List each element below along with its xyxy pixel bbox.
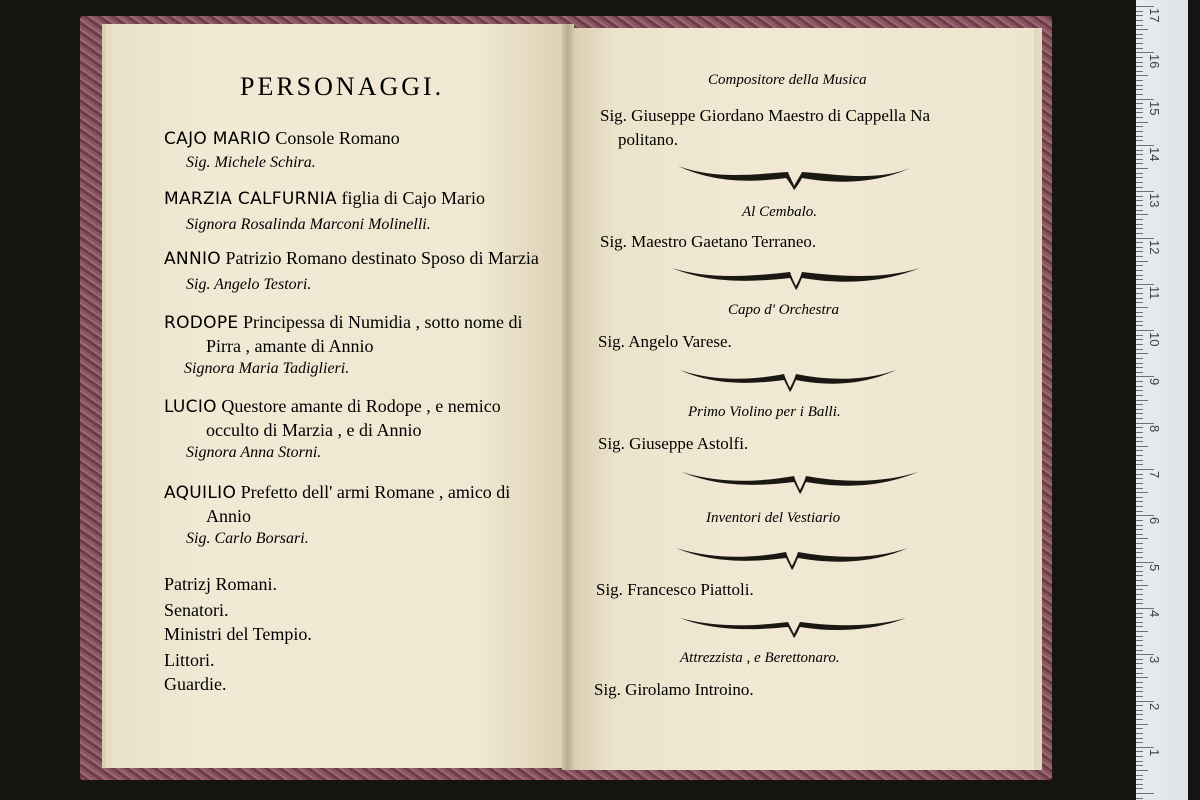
ruler-tick — [1136, 136, 1143, 137]
actor-name: Sig. Angelo Testori. — [186, 276, 312, 293]
page-heading: PERSONAGGI. — [240, 72, 445, 101]
ruler-tick — [1136, 701, 1154, 702]
character-description-cont: Annio — [206, 506, 251, 526]
ruler-label: 10 — [1147, 332, 1162, 347]
actor-name: Signora Maria Tadiglieri. — [184, 360, 350, 377]
ruler-tick — [1136, 636, 1143, 637]
ruler-label: 3 — [1147, 656, 1162, 664]
ruler-tick — [1136, 626, 1143, 627]
ruler-tick — [1136, 367, 1143, 368]
ruler-tick — [1136, 784, 1143, 785]
ruler-tick — [1136, 140, 1143, 141]
ruler-tick — [1136, 38, 1143, 39]
ruler-tick — [1136, 696, 1143, 697]
section-line: politano. — [618, 130, 678, 149]
ruler-tick — [1136, 75, 1148, 76]
ruler-tick — [1136, 631, 1148, 632]
ruler-tick — [1136, 15, 1143, 16]
ruler-label: 15 — [1147, 100, 1162, 116]
ruler-tick — [1136, 423, 1154, 424]
swash-divider-ornament — [680, 466, 920, 494]
ruler-tick — [1136, 557, 1143, 558]
ruler-tick — [1136, 247, 1143, 248]
ruler-tick — [1136, 150, 1143, 151]
ruler-tick — [1136, 20, 1143, 21]
ruler-tick — [1136, 196, 1143, 197]
ruler-tick — [1136, 691, 1143, 692]
character-description: Prefetto dell' armi Romane , amico di — [240, 482, 511, 502]
ruler-tick — [1136, 488, 1143, 489]
section-line: Sig. Giuseppe Giordano Maestro di Cappella Na — [600, 106, 931, 125]
ruler-tick — [1136, 585, 1148, 586]
ruler-tick — [1136, 400, 1148, 401]
ruler-tick — [1136, 450, 1143, 451]
section-line: Sig. Angelo Varese. — [598, 332, 732, 351]
ruler-tick — [1136, 650, 1143, 651]
ruler-tick — [1136, 501, 1143, 502]
section-title: Capo d' Orchestra — [728, 302, 839, 318]
extras-item: Senatori. — [164, 600, 229, 620]
ruler-tick — [1136, 34, 1143, 35]
ruler-tick — [1136, 562, 1154, 563]
ruler-label: 7 — [1147, 471, 1162, 479]
ruler-tick — [1136, 302, 1143, 303]
ruler-tick — [1136, 372, 1143, 373]
ruler-label: 11 — [1147, 285, 1162, 300]
book-gutter — [562, 24, 574, 770]
ruler-tick — [1136, 122, 1148, 123]
ruler-tick — [1136, 446, 1148, 447]
ruler-tick — [1136, 71, 1143, 72]
ruler-tick — [1136, 43, 1143, 44]
ruler-tick — [1136, 279, 1143, 280]
ruler-label: 13 — [1147, 193, 1162, 208]
ruler-tick — [1136, 441, 1143, 442]
character-name: ANNIO — [164, 249, 221, 269]
ruler-tick — [1136, 242, 1143, 243]
ruler-tick — [1136, 659, 1143, 660]
section-title: Attrezzista , e Berettonaro. — [680, 650, 840, 666]
ruler-tick — [1136, 761, 1143, 762]
ruler-tick — [1136, 751, 1143, 752]
ruler-tick — [1136, 640, 1143, 641]
ruler-tick — [1136, 404, 1143, 405]
ruler-tick — [1136, 57, 1143, 58]
ruler-tick — [1136, 62, 1143, 63]
ruler-tick — [1136, 177, 1143, 178]
ruler-tick — [1136, 395, 1143, 396]
ruler-tick — [1136, 798, 1143, 799]
ruler-label: 8 — [1147, 424, 1162, 432]
ruler-tick — [1136, 48, 1143, 49]
character-description: Questore amante di Rodope , e nemico — [221, 396, 501, 416]
ruler-tick — [1136, 210, 1143, 211]
ruler-tick — [1136, 228, 1143, 229]
ruler-tick — [1136, 788, 1143, 789]
ruler-tick — [1136, 173, 1143, 174]
ruler-tick — [1136, 11, 1143, 12]
ruler-tick — [1136, 724, 1148, 725]
ruler-tick — [1136, 363, 1143, 364]
ruler-tick — [1136, 552, 1143, 553]
extras-item: Guardie. — [164, 674, 227, 694]
measurement-ruler — [1136, 0, 1188, 800]
ruler-tick — [1136, 571, 1143, 572]
ruler-tick — [1136, 673, 1143, 674]
ruler-tick — [1136, 200, 1143, 201]
swash-divider-ornament — [674, 542, 910, 570]
ruler-tick — [1136, 251, 1143, 252]
ruler-tick — [1136, 284, 1154, 285]
ruler-tick — [1136, 94, 1143, 95]
ruler-tick — [1136, 112, 1143, 113]
extras-item: Patrizj Romani. — [164, 574, 277, 594]
ruler-tick — [1136, 205, 1143, 206]
ruler-tick — [1136, 293, 1143, 294]
ruler-tick — [1136, 163, 1143, 164]
ruler-tick — [1136, 330, 1154, 331]
ruler-tick — [1136, 103, 1143, 104]
ruler-tick — [1136, 506, 1143, 507]
ruler-tick — [1136, 256, 1143, 257]
character-description: Patrizio Romano destinato Sposo di Marzia — [225, 248, 539, 268]
ruler-tick — [1136, 775, 1143, 776]
ruler-tick — [1136, 238, 1154, 239]
character-name: AQUILIO — [164, 483, 237, 503]
ruler-label: 9 — [1147, 378, 1162, 386]
section-title: Inventori del Vestiario — [706, 510, 841, 526]
ruler-tick — [1136, 464, 1143, 465]
section-line: Sig. Giuseppe Astolfi. — [598, 434, 749, 453]
actor-name: Sig. Carlo Borsari. — [186, 530, 309, 547]
ruler-tick — [1136, 418, 1143, 419]
ruler-tick — [1136, 154, 1143, 155]
ruler-tick — [1136, 599, 1143, 600]
ruler-tick — [1136, 677, 1148, 678]
ruler-tick — [1136, 580, 1143, 581]
ruler-tick — [1136, 548, 1143, 549]
ruler-tick — [1136, 566, 1143, 567]
ruler-tick — [1136, 432, 1143, 433]
ruler-tick — [1136, 386, 1143, 387]
character-name: RODOPE — [164, 313, 239, 333]
ruler-tick — [1136, 534, 1143, 535]
ruler-tick — [1136, 25, 1143, 26]
extras-item: Littori. — [164, 650, 215, 670]
ruler-tick — [1136, 265, 1143, 266]
ruler-tick — [1136, 358, 1143, 359]
ruler-tick — [1136, 349, 1143, 350]
ruler-tick — [1136, 288, 1143, 289]
ruler-tick — [1136, 478, 1143, 479]
ruler-label: 17 — [1147, 8, 1162, 23]
ruler-tick — [1136, 511, 1143, 512]
ruler-tick — [1136, 529, 1143, 530]
ruler-tick — [1136, 645, 1143, 646]
ruler-tick — [1136, 131, 1143, 132]
ruler-tick — [1136, 613, 1143, 614]
ruler-tick — [1136, 214, 1148, 215]
ruler-tick — [1136, 29, 1148, 30]
ruler-tick — [1136, 335, 1143, 336]
ruler-tick — [1136, 233, 1143, 234]
ruler-tick — [1136, 427, 1143, 428]
ruler-tick — [1136, 779, 1143, 780]
ruler-tick — [1136, 275, 1143, 276]
ruler-tick — [1136, 492, 1148, 493]
ruler-tick — [1136, 219, 1143, 220]
ruler-tick — [1136, 770, 1148, 771]
ruler-tick — [1136, 603, 1143, 604]
section-line: Sig. Girolamo Introino. — [594, 680, 754, 699]
section-title: Compositore della Musica — [708, 72, 867, 88]
ruler-tick — [1136, 390, 1143, 391]
swash-divider-ornament — [678, 364, 898, 392]
ruler-tick — [1136, 413, 1143, 414]
section-line: Sig. Maestro Gaetano Terraneo. — [600, 232, 817, 251]
ruler-tick — [1136, 66, 1143, 67]
ruler-tick — [1136, 525, 1143, 526]
ruler-tick — [1136, 307, 1148, 308]
ruler-tick — [1136, 381, 1143, 382]
ruler-tick — [1136, 437, 1143, 438]
character-name: CAJO MARIO — [164, 129, 271, 149]
ruler-label: 5 — [1147, 563, 1162, 571]
ruler-tick — [1136, 455, 1143, 456]
actor-name: Sig. Michele Schira. — [186, 154, 316, 171]
ruler-tick — [1136, 617, 1143, 618]
ruler-tick — [1136, 108, 1143, 109]
ruler-tick — [1136, 182, 1143, 183]
character-description-cont: Pirra , amante di Annio — [206, 336, 374, 356]
ruler-tick — [1136, 520, 1143, 521]
ruler-tick — [1136, 474, 1143, 475]
ruler-label: 16 — [1147, 54, 1162, 69]
ruler-tick — [1136, 719, 1143, 720]
ruler-tick — [1136, 756, 1143, 757]
swash-divider-ornament — [670, 262, 922, 290]
ruler-tick — [1136, 538, 1148, 539]
ruler-tick — [1136, 187, 1143, 188]
ruler-tick — [1136, 409, 1143, 410]
ruler-tick — [1136, 344, 1143, 345]
ruler-tick — [1136, 6, 1154, 7]
ruler-tick — [1136, 594, 1143, 595]
character-description: figlia di Cajo Mario — [341, 188, 485, 208]
ruler-tick — [1136, 316, 1143, 317]
ruler-tick — [1136, 312, 1143, 313]
ruler-tick — [1136, 80, 1143, 81]
swash-divider-ornament — [676, 160, 912, 192]
ruler-tick — [1136, 85, 1143, 86]
ruler-tick — [1136, 339, 1143, 340]
ruler-tick — [1136, 543, 1143, 544]
ruler-tick — [1136, 460, 1143, 461]
ruler-tick — [1136, 793, 1154, 794]
ruler-tick — [1136, 145, 1154, 146]
ruler-tick — [1136, 747, 1154, 748]
ruler-tick — [1136, 89, 1143, 90]
ruler-label: 4 — [1147, 609, 1162, 618]
ruler-tick — [1136, 738, 1143, 739]
ruler-tick — [1136, 622, 1143, 623]
section-title: Al Cembalo. — [742, 204, 817, 220]
ruler-tick — [1136, 714, 1143, 715]
ruler-tick — [1136, 710, 1143, 711]
ruler-tick — [1136, 687, 1143, 688]
ruler-tick — [1136, 298, 1143, 299]
ruler-tick — [1136, 469, 1154, 470]
character-description-cont: occulto di Marzia , e di Annio — [206, 420, 422, 440]
ruler-tick — [1136, 728, 1143, 729]
ruler-tick — [1136, 270, 1143, 271]
ruler-tick — [1136, 99, 1154, 100]
extras-item: Ministri del Tempio. — [164, 624, 312, 644]
ruler-tick — [1136, 608, 1154, 609]
ruler-tick — [1136, 589, 1143, 590]
ruler-tick — [1136, 261, 1148, 262]
character-name: LUCIO — [164, 397, 217, 417]
ruler-tick — [1136, 668, 1143, 669]
ruler-tick — [1136, 765, 1143, 766]
ruler-tick — [1136, 705, 1143, 706]
ruler-tick — [1136, 483, 1143, 484]
actor-name: Signora Rosalinda Marconi Molinelli. — [186, 216, 431, 233]
character-name: MARZIA CALFURNIA — [164, 189, 337, 209]
ruler-tick — [1136, 575, 1143, 576]
section-line: Sig. Francesco Piattoli. — [596, 580, 754, 599]
ruler-tick — [1136, 663, 1143, 664]
ruler-tick — [1136, 168, 1148, 169]
ruler-label: 2 — [1147, 702, 1162, 710]
ruler-label: 14 — [1147, 146, 1162, 162]
ruler-tick — [1136, 325, 1143, 326]
ruler-tick — [1136, 682, 1143, 683]
ruler-tick — [1136, 321, 1143, 322]
section-title: Primo Violino per i Balli. — [688, 404, 841, 420]
ruler-tick — [1136, 733, 1143, 734]
character-description: Console Romano — [275, 128, 400, 148]
actor-name: Signora Anna Storni. — [186, 444, 322, 461]
ruler-label: 12 — [1147, 239, 1162, 254]
ruler-tick — [1136, 224, 1143, 225]
ruler-tick — [1136, 159, 1143, 160]
ruler-tick — [1136, 742, 1143, 743]
ruler-tick — [1136, 126, 1143, 127]
ruler-tick — [1136, 497, 1143, 498]
swash-divider-ornament — [678, 612, 908, 638]
ruler-label: 1 — [1147, 748, 1162, 757]
ruler-tick — [1136, 353, 1148, 354]
ruler-label: 6 — [1147, 517, 1162, 525]
character-description: Principessa di Numidia , sotto nome di — [242, 312, 523, 332]
ruler-tick — [1136, 117, 1143, 118]
